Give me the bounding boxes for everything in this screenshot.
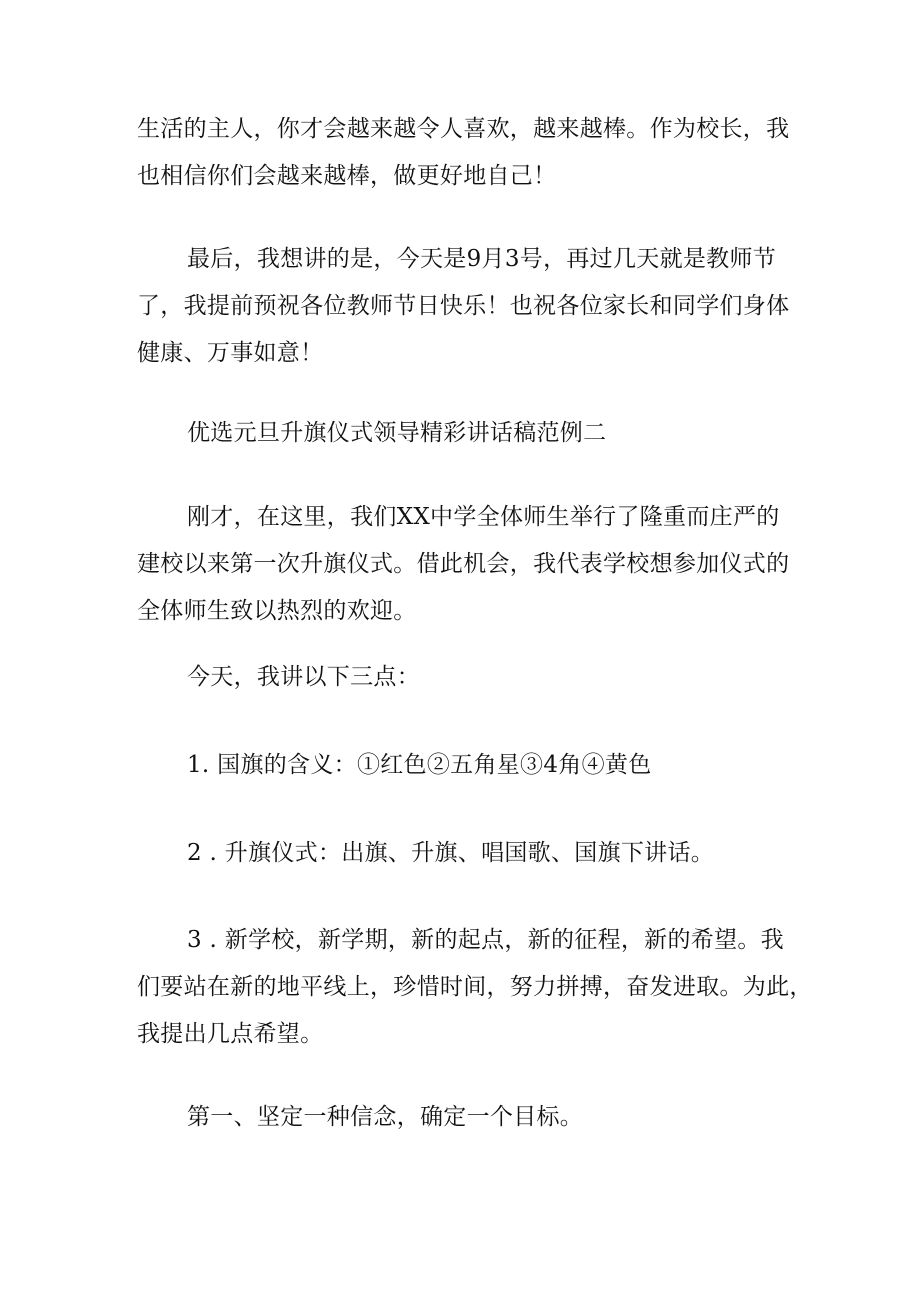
list-item-3 bbox=[137, 917, 813, 1058]
text-line: 健康、万事如意！ bbox=[137, 340, 324, 366]
paragraph-4 bbox=[137, 654, 787, 701]
paragraph-5 bbox=[137, 1094, 787, 1141]
text-line: 我提出几点希望。 bbox=[137, 1021, 324, 1047]
list-item-2 bbox=[137, 830, 787, 877]
text-line: 第一、坚定一种信念，确定一个目标。 bbox=[187, 1104, 584, 1130]
heading-line: 优选元旦升旗仪式领导精彩讲话稿范例二 bbox=[187, 420, 607, 446]
text-line: 生活的主人，你才会越来越令人喜欢，越来越棒。作为校长，我 bbox=[137, 116, 790, 142]
section-heading bbox=[137, 410, 787, 457]
text-line: 全体师生致以热烈的欢迎。 bbox=[137, 598, 417, 624]
paragraph-3 bbox=[137, 494, 790, 635]
text-line: 1. 国旗的含义：①红色②五角星③4角④黄色 bbox=[187, 752, 652, 778]
text-line: 2 . 升旗仪式：出旗、升旗、唱国歌、国旗下讲话。 bbox=[187, 840, 715, 866]
text-line: 3 . 新学校，新学期，新的起点，新的征程，新的希望。我 bbox=[187, 927, 784, 953]
text-line: 今天，我讲以下三点： bbox=[187, 664, 420, 690]
paragraph-1 bbox=[137, 106, 790, 200]
text-line: 们要站在新的地平线上，珍惜时间，努力拼搏，奋发进取。为此， bbox=[137, 974, 813, 1000]
text-line: 建校以来第一次升旗仪式。借此机会，我代表学校想参加仪式的 bbox=[137, 551, 790, 577]
text-line: 刚才，在这里，我们XX中学全体师生举行了隆重而庄严的 bbox=[187, 504, 780, 530]
paragraph-2 bbox=[137, 236, 790, 377]
text-line: 最后，我想讲的是，今天是9月3号，再过几天就是教师节 bbox=[187, 246, 777, 272]
text-line: 了，我提前预祝各位教师节日快乐！也祝各位家长和同学们身体 bbox=[137, 293, 790, 319]
text-line: 也相信你们会越来越棒，做更好地自己！ bbox=[137, 163, 557, 189]
list-item-1 bbox=[137, 742, 787, 789]
